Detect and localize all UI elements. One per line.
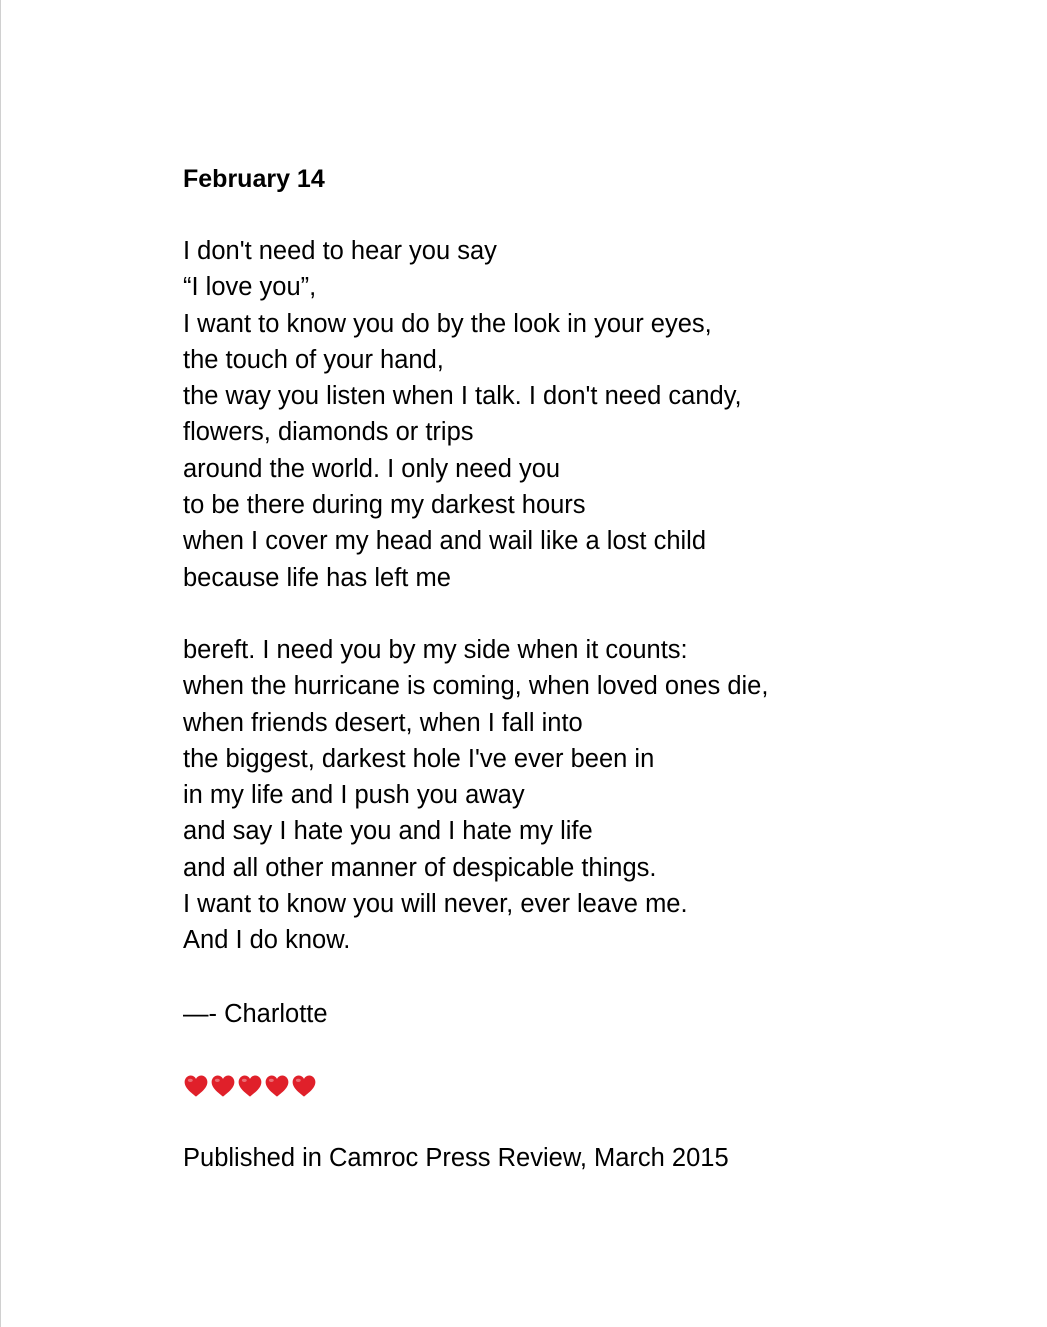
poem-line: to be there during my darkest hours — [183, 491, 586, 520]
poem-line: when the hurricane is coming, when loved ones die, — [183, 672, 769, 701]
publication-note: Published in Camroc Press Review, March 2015 — [183, 1143, 729, 1172]
red-heart-icon — [291, 1073, 317, 1099]
poem-line: “I love you”, — [183, 273, 317, 302]
poem-line: And I do know. — [183, 926, 351, 955]
poem-line: and say I hate you and I hate my life — [183, 817, 593, 846]
poem-line: when friends desert, when I fall into — [183, 708, 583, 737]
poem-page — [183, 161, 1003, 1176]
poem-line: bereft. I need you by my side when it counts: — [183, 635, 688, 664]
hearts-row — [183, 1068, 1003, 1104]
red-heart-icon — [183, 1073, 209, 1099]
poem-line: I want to know you will never, ever leave me. — [183, 890, 688, 919]
poem-line: the touch of your hand, — [183, 345, 444, 374]
poem-line: and all other manner of despicable things. — [183, 853, 657, 882]
red-heart-icon — [210, 1073, 236, 1099]
poem-title: February 14 — [183, 165, 325, 193]
poem-line: flowers, diamonds or trips — [183, 418, 474, 447]
red-heart-icon — [264, 1073, 290, 1099]
poem-signature: —- Charlotte — [183, 999, 328, 1028]
stanza-2 — [183, 632, 1003, 959]
poem-line: because life has left me — [183, 563, 451, 592]
poem-line: the biggest, darkest hole I've ever been in — [183, 744, 655, 773]
poem-line: when I cover my head and wail like a lost child — [183, 527, 707, 556]
stanza-1 — [183, 233, 1003, 596]
page-edge — [0, 0, 1, 1327]
poem-line: around the world. I only need you — [183, 454, 561, 483]
poem-line: the way you listen when I talk. I don't need candy, — [183, 382, 742, 411]
poem-line: in my life and I push you away — [183, 781, 525, 810]
red-heart-icon — [237, 1073, 263, 1099]
poem-line: I don't need to hear you say — [183, 237, 497, 265]
poem-line: I want to know you do by the look in your eyes, — [183, 309, 712, 338]
